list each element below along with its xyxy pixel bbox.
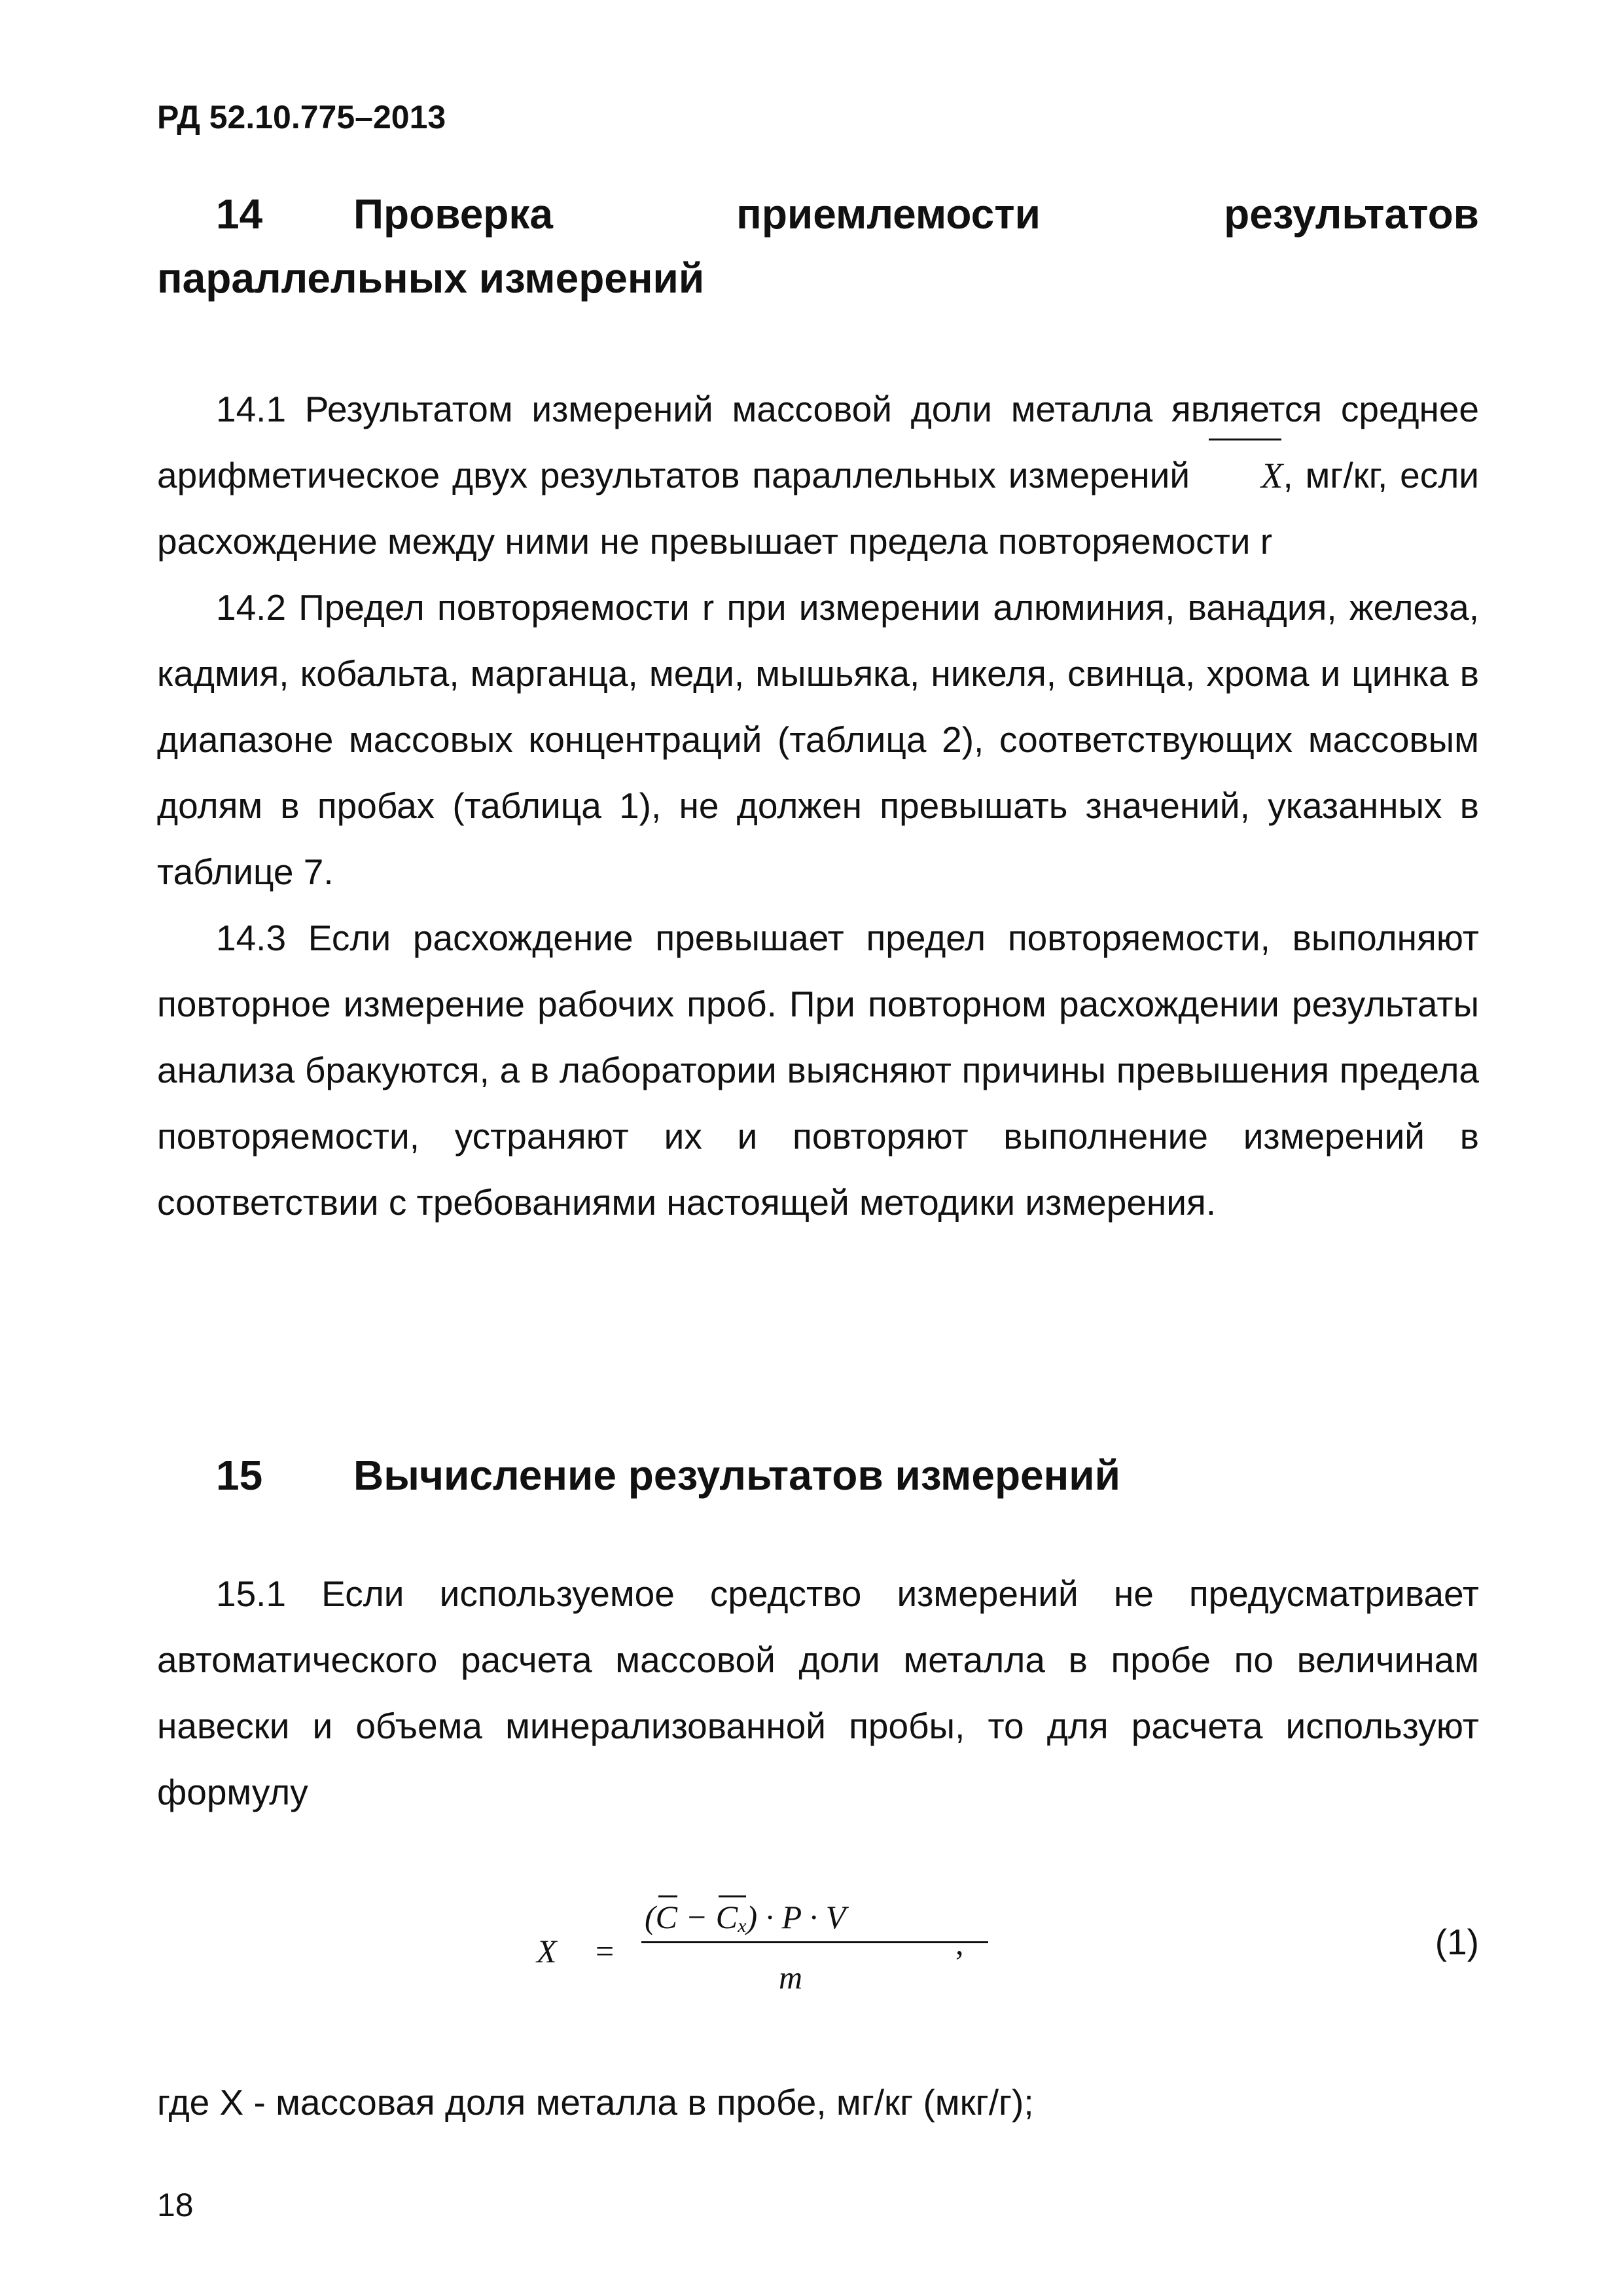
paragraph-14-1-text-a: 14.1 Результатом измерений массовой доли металла является среднее арифметическое двух результатов параллельных измерений xyxy=(157,389,1479,495)
document-id: РД 52.10.775–2013 xyxy=(157,99,446,135)
paragraph-14-1-text-b: , мг/кг, если расхождение между ними не превышает предела повторяемости r xyxy=(157,455,1480,562)
section-14-heading xyxy=(157,182,1479,310)
formula-open-paren: ( xyxy=(645,1899,656,1935)
section-15-body xyxy=(157,1561,1479,1825)
formula-cx: C xyxy=(715,1899,738,1935)
formula-equals: = xyxy=(596,1933,615,1969)
section-14-title-word3: результатов xyxy=(1224,190,1479,238)
formula-cx-subscript: x xyxy=(738,1915,747,1937)
section-14-heading-part1 xyxy=(157,182,553,246)
paragraph-15-1: 15.1 Если используемое средство измерений не предусматривает автоматического расчета массовой доли металла в пробе по величинам навески и объема минерализованной пробы, то для расчета используют формулу xyxy=(157,1573,1479,1812)
section-15-heading xyxy=(157,1443,1479,1507)
formula-minus: − xyxy=(685,1899,708,1935)
where-definition: где X - массовая доля металла в пробе, мг/кг (мкг/г); xyxy=(157,2082,1034,2123)
formula-numerator xyxy=(645,1898,846,1937)
section-14-title-word2: приемлемости xyxy=(736,190,1041,238)
formula-cx-mean xyxy=(716,1898,747,1937)
section-14-title-word1: Проверка xyxy=(353,190,553,238)
section-14-title-line2: параллельных измерений xyxy=(157,255,705,302)
equation-number: (1) xyxy=(1435,1922,1479,1962)
section-14-body xyxy=(157,376,1479,1236)
section-14-number: 14 xyxy=(216,190,263,238)
paragraph-14-1 xyxy=(157,376,1479,575)
section-15-title: Вычисление результатов измерений xyxy=(353,1452,1120,1499)
section-14-heading-line1 xyxy=(157,182,1479,246)
formula-lhs: X xyxy=(537,1933,557,1969)
formula-1 xyxy=(537,1898,995,2016)
formula-close-mult: ) · P · V xyxy=(746,1899,846,1935)
paragraph-14-3: 14.3 Если расхождение превышает предел повторяемости, выполняют повторное измерение рабочих проб. При повторном расхождении результаты анализа бракуются, а в лаборатории выясняют причины превышения предела повторяемости, устраняют их и повторяют выполнение измерений в соответствии с требованиями настоящей методики измерения. xyxy=(157,918,1479,1223)
formula-c-mean: C xyxy=(655,1899,678,1935)
formula-comma: , xyxy=(955,1925,964,1962)
page-number: 18 xyxy=(157,2187,194,2223)
x-mean-symbol: X xyxy=(1202,442,1283,509)
paragraph-14-2: 14.2 Предел повторяемости r при измерении алюминия, ванадия, железа, кадмия, кобальта, марганца, меди, мышьяка, никеля, свинца, хрома и цинка в диапазоне массовых концентраций (таблица 2), соответствующих массовым долям в пробах (таблица 1), не должен превышать значений, указанных в таблице 7. xyxy=(157,587,1479,892)
formula-denominator: m xyxy=(779,1959,803,1996)
formula-fraction-bar xyxy=(641,1941,988,1943)
section-15-number: 15 xyxy=(216,1452,263,1499)
